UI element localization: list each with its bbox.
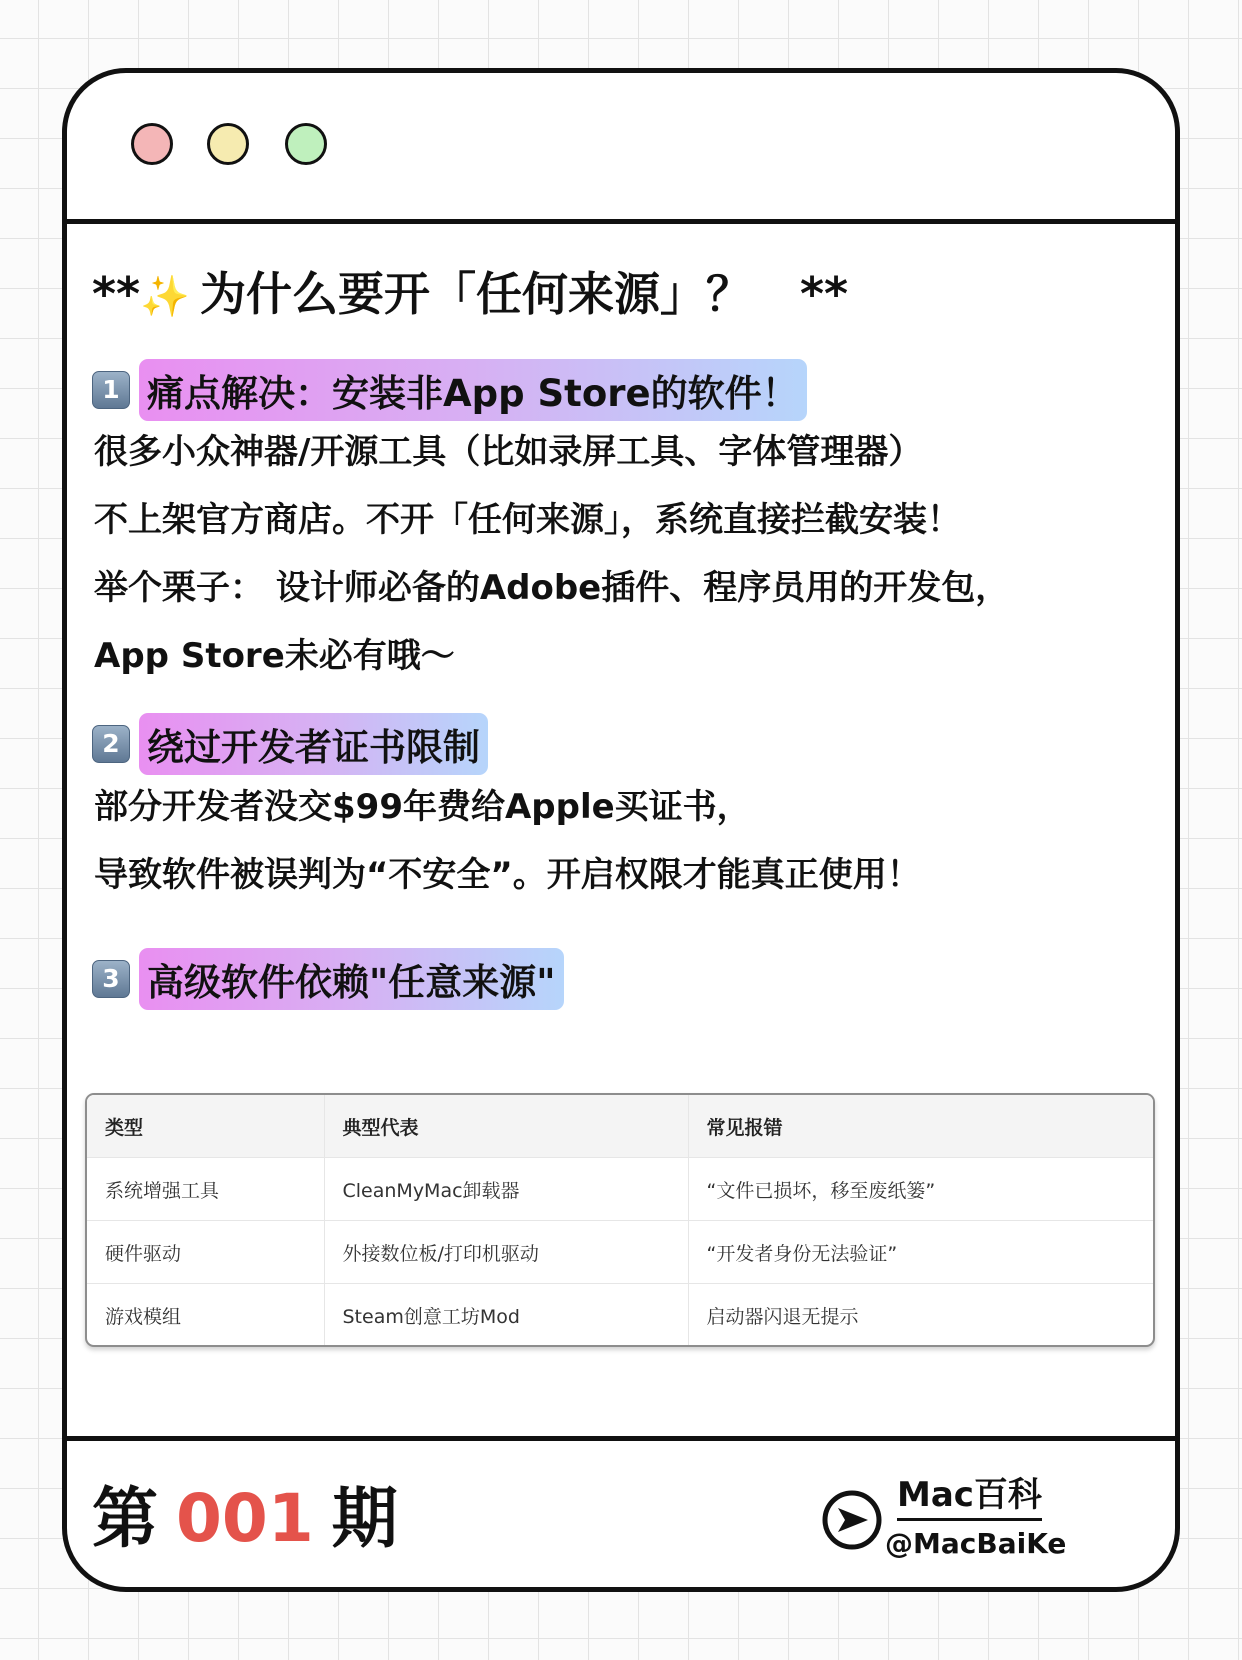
table-cell: CleanMyMac卸载器: [324, 1158, 688, 1221]
window-titlebar: [67, 73, 1175, 224]
table-row: [87, 1158, 1153, 1221]
table-cell: 启动器闪退无提示: [688, 1284, 1153, 1347]
column-header-example: 典型代表: [324, 1095, 688, 1158]
issue-number: 001: [176, 1480, 314, 1557]
section-3-heading: 高级软件依赖"任意来源": [139, 948, 564, 1010]
software-table: [85, 1093, 1155, 1347]
number-1-icon: 1: [92, 371, 130, 409]
table-cell: 游戏模组: [105, 1305, 182, 1328]
table-cell: “文件已损坏，移至废纸篓”: [688, 1158, 1153, 1221]
section-1-line-2: 不上架官方商店。不开「任何来源」，系统直接拦截安装！: [94, 500, 961, 540]
section-1-body: [94, 418, 1009, 690]
issue-label: [92, 1465, 398, 1560]
column-header-type: 类型: [87, 1095, 324, 1158]
section-2-heading: 绕过开发者证书限制: [139, 713, 488, 775]
footer-bar: [67, 1436, 1175, 1587]
section-1-line-3: 举个栗子： 设计师必备的Adobe插件、程序员用的开发包，: [94, 568, 1010, 608]
issue-prefix: 第: [92, 1480, 158, 1557]
minimize-dot: [207, 123, 249, 165]
section-1-heading: 痛点解决：安装非App Store的软件！: [139, 359, 807, 421]
table-cell: 外接数位板/打印机驱动: [324, 1221, 688, 1284]
number-3-icon: 3: [92, 960, 130, 998]
section-1-line-1: 很多小众神器/开源工具（比如录屏工具、字体管理器）: [94, 432, 923, 472]
table-row: [87, 1221, 1153, 1284]
section-2-line-2: 导致软件被误判为“不安全”。开启权限才能真正使用！: [94, 855, 921, 895]
table-row: [87, 1284, 1153, 1347]
column-header-error: 常见报错: [688, 1095, 1153, 1158]
close-dot: [131, 123, 173, 165]
window-card: [62, 68, 1180, 1592]
table-cell: 系统增强工具: [87, 1158, 324, 1221]
section-1-title: [92, 359, 807, 421]
number-2-icon: 2: [92, 725, 130, 763]
section-2-body: [94, 773, 921, 909]
play-arrow-circle-icon: [821, 1489, 883, 1551]
section-1-line-4: App Store未必有哦～: [94, 636, 455, 676]
maximize-dot: [285, 123, 327, 165]
table-cell: 硬件驱动: [87, 1221, 324, 1284]
section-3-title: [92, 948, 564, 1010]
brand-handle: @MacBaiKe: [885, 1527, 1067, 1560]
brand-name: Mac百科: [897, 1467, 1042, 1521]
title-text: 为什么要开「任何来源」？: [199, 267, 752, 321]
table-header-row: [87, 1095, 1153, 1158]
section-2-title: [92, 713, 488, 775]
sparkle-icon: ✨: [140, 274, 190, 320]
table-cell: “开发者身份无法验证”: [688, 1221, 1153, 1284]
title-suffix: **: [799, 267, 849, 321]
table-cell: Steam创意工坊Mod: [324, 1284, 688, 1347]
issue-suffix: 期: [331, 1480, 398, 1557]
page-title: [92, 258, 848, 324]
section-2-line-1: 部分开发者没交$99年费给Apple买证书，: [94, 787, 751, 827]
title-prefix: **: [92, 267, 141, 321]
